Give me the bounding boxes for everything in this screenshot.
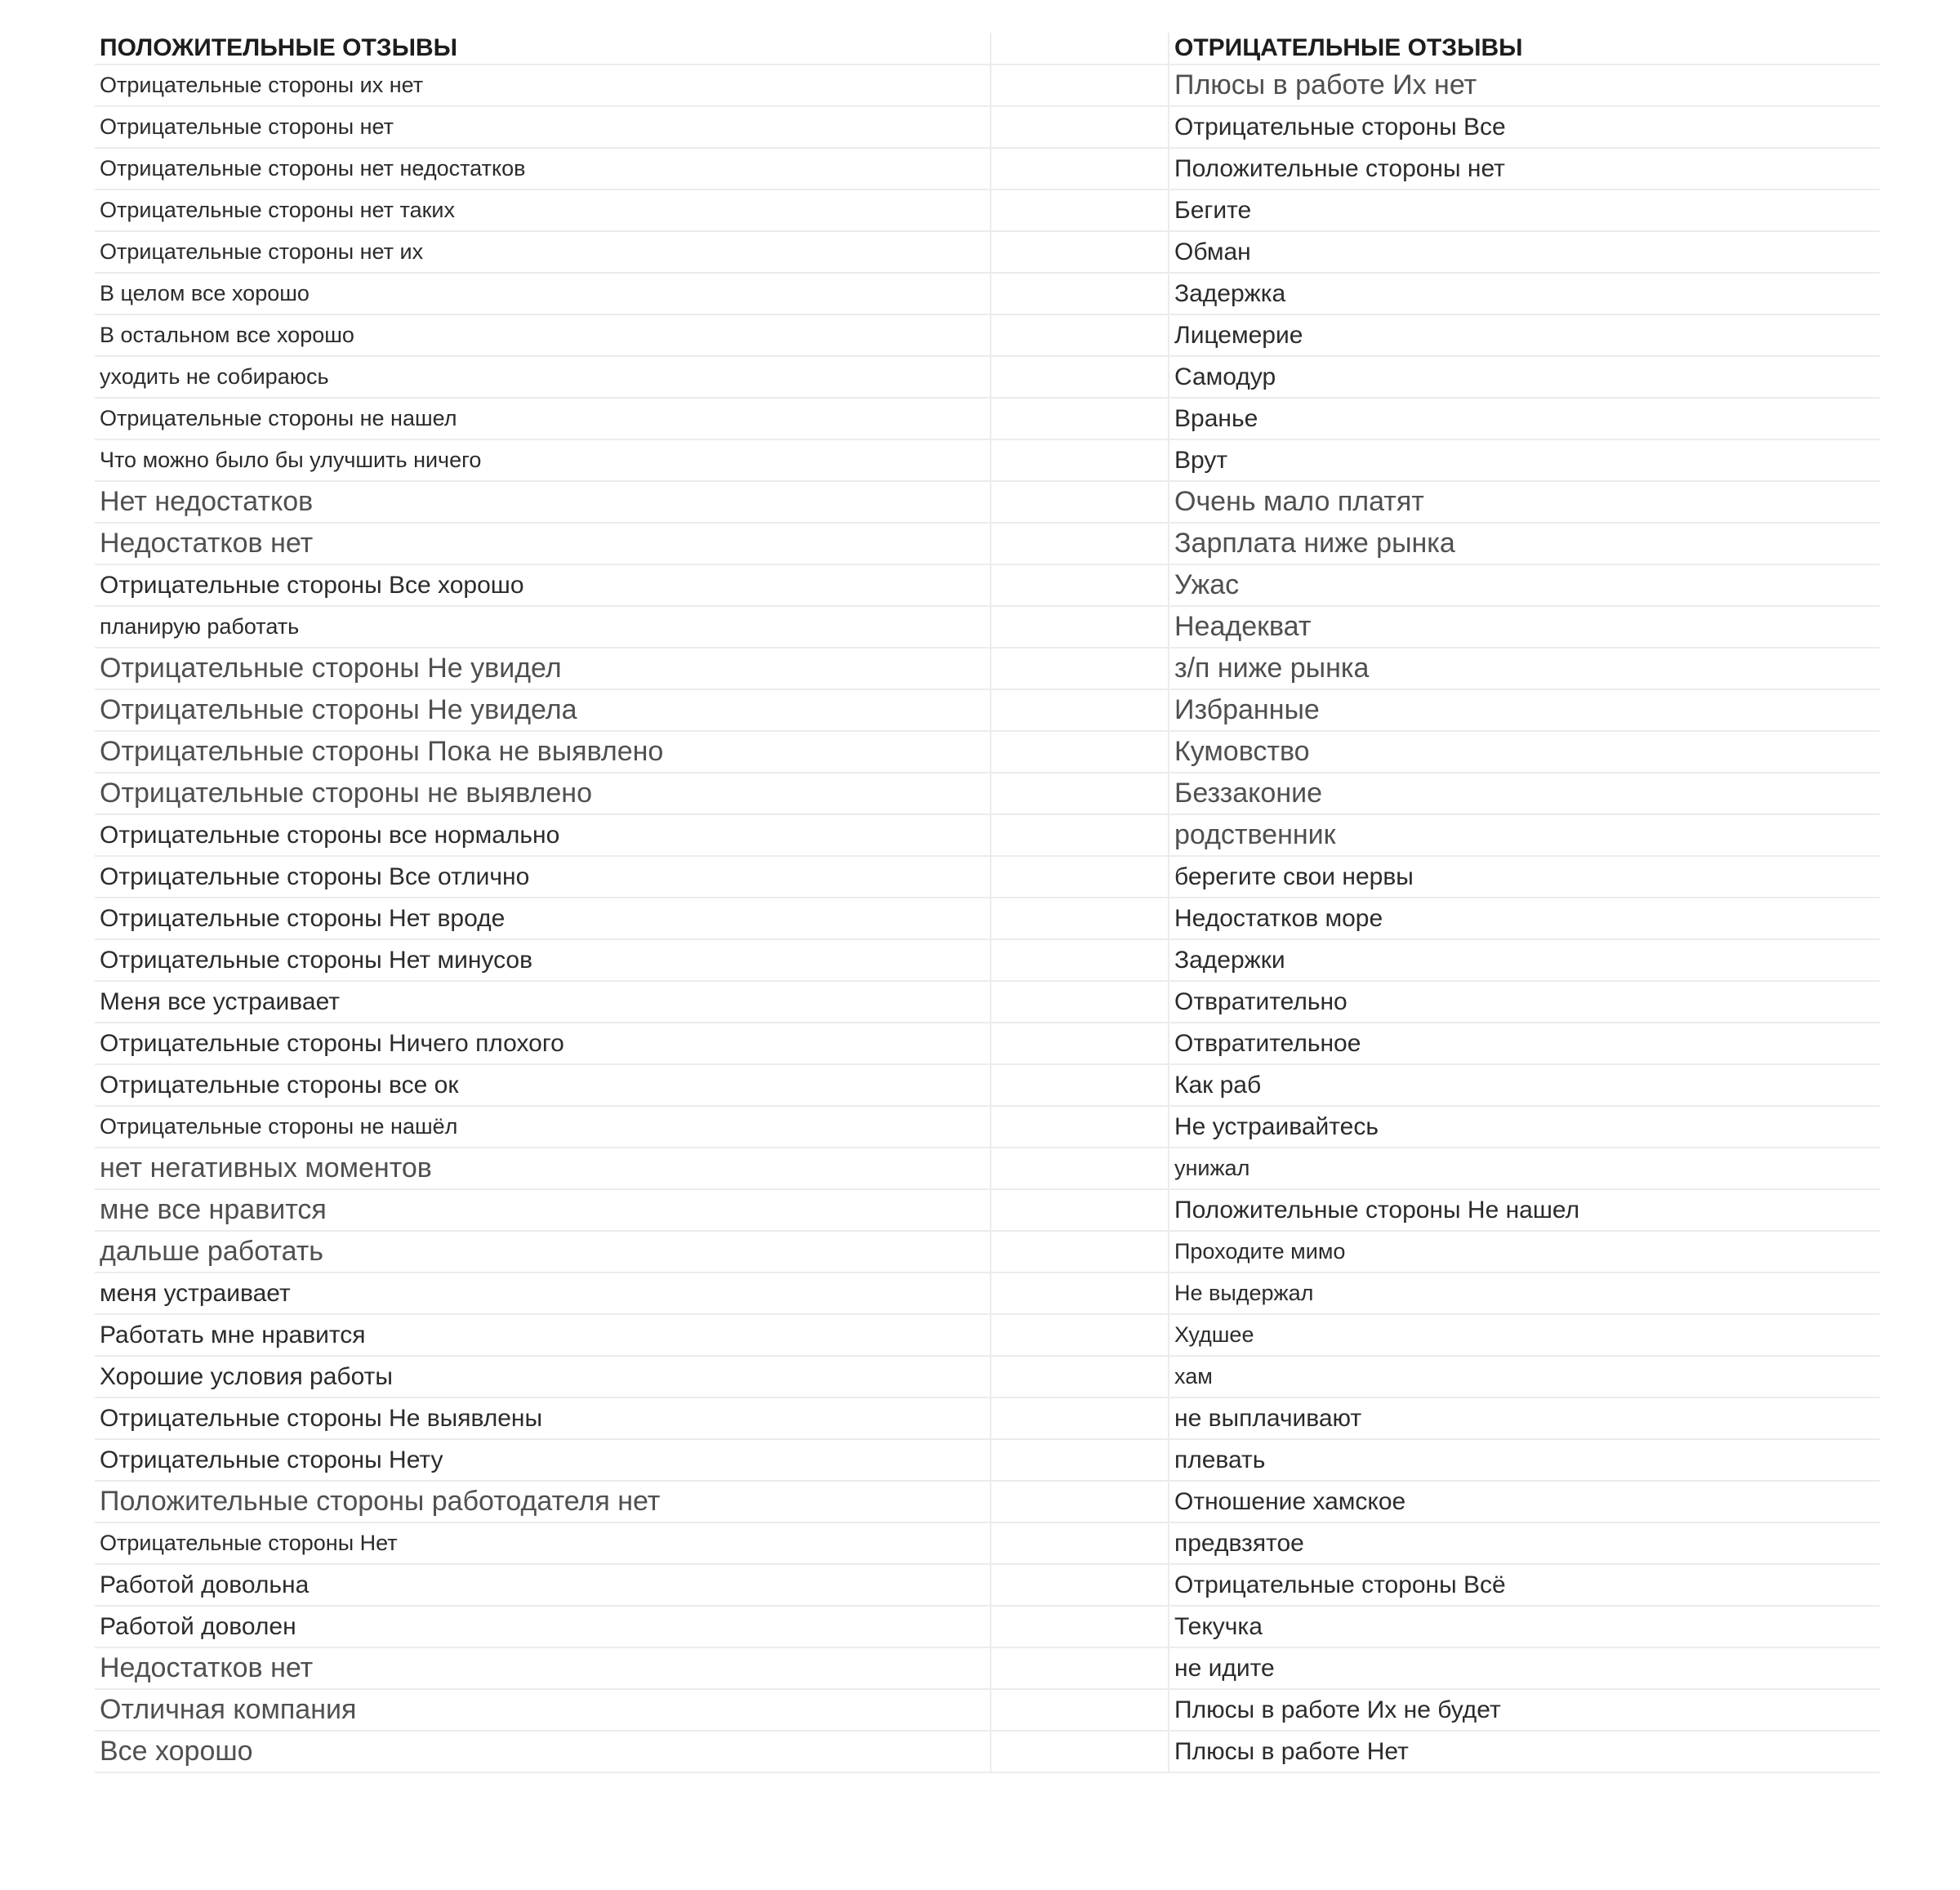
empty-cell[interactable] xyxy=(991,33,1169,65)
positive-review-cell[interactable]: Отрицательные стороны Не выявлены xyxy=(95,1397,991,1439)
empty-cell[interactable] xyxy=(991,981,1169,1023)
table-row xyxy=(95,1689,1880,1731)
positive-review-cell[interactable]: В целом все хорошо xyxy=(95,273,991,314)
table-row xyxy=(95,1106,1880,1148)
empty-cell[interactable] xyxy=(991,1439,1169,1481)
negative-review-cell[interactable]: Бегите xyxy=(1169,189,1880,231)
positive-review-cell[interactable]: Положительные стороны работодателя нет xyxy=(95,1481,991,1522)
empty-cell[interactable] xyxy=(991,1647,1169,1689)
empty-cell[interactable] xyxy=(991,439,1169,481)
negative-review-cell[interactable]: Плюсы в работе Их не будет xyxy=(1169,1689,1880,1731)
negative-review-cell[interactable]: Вранье xyxy=(1169,398,1880,439)
spreadsheet xyxy=(95,33,1867,1773)
positive-review-cell[interactable]: Отрицательные стороны Все отлично xyxy=(95,856,991,898)
table-row xyxy=(95,189,1880,231)
negative-review-cell[interactable]: Отвратительно xyxy=(1169,981,1880,1023)
table-row xyxy=(95,564,1880,606)
table-row xyxy=(95,65,1880,106)
table-row xyxy=(95,1148,1880,1189)
negative-review-cell[interactable]: не идите xyxy=(1169,1647,1880,1689)
table-row xyxy=(95,1397,1880,1439)
negative-review-cell[interactable]: Самодур xyxy=(1169,356,1880,398)
positive-review-cell[interactable]: Отрицательные стороны их нет xyxy=(95,65,991,106)
negative-review-cell[interactable]: Положительные стороны Не нашел xyxy=(1169,1189,1880,1231)
table-row xyxy=(95,939,1880,981)
empty-cell[interactable] xyxy=(991,856,1169,898)
positive-review-cell[interactable]: Нет недостатков xyxy=(95,481,991,523)
table-row xyxy=(95,1439,1880,1481)
positive-review-cell[interactable]: В остальном все хорошо xyxy=(95,314,991,356)
empty-cell[interactable] xyxy=(991,314,1169,356)
negative-review-cell[interactable]: не выплачивают xyxy=(1169,1397,1880,1439)
positive-review-cell[interactable]: уходить не собираюсь xyxy=(95,356,991,398)
negative-review-cell[interactable]: з/п ниже рынка xyxy=(1169,648,1880,689)
positive-review-cell[interactable]: Отрицательные стороны нет их xyxy=(95,231,991,273)
empty-cell[interactable] xyxy=(991,398,1169,439)
table-row xyxy=(95,1273,1880,1314)
negative-review-cell[interactable]: Кумовство xyxy=(1169,731,1880,773)
negative-review-cell[interactable]: Избранные xyxy=(1169,689,1880,731)
negative-review-cell[interactable]: предвзятое xyxy=(1169,1522,1880,1564)
table-row xyxy=(95,773,1880,814)
table-row xyxy=(95,1564,1880,1606)
positive-review-cell[interactable]: дальше работать xyxy=(95,1231,991,1273)
empty-cell[interactable] xyxy=(991,773,1169,814)
empty-cell[interactable] xyxy=(991,606,1169,648)
negative-review-cell[interactable]: Худшее xyxy=(1169,1314,1880,1356)
negative-review-cell[interactable]: Лицемерие xyxy=(1169,314,1880,356)
positive-review-cell[interactable]: Отрицательные стороны Пока не выявлено xyxy=(95,731,991,773)
positive-review-cell[interactable]: Что можно было бы улучшить ничего xyxy=(95,439,991,481)
positive-review-cell[interactable]: Отрицательные стороны Нету xyxy=(95,1439,991,1481)
table-row xyxy=(95,1731,1880,1772)
negative-review-cell[interactable]: Отрицательные стороны Все xyxy=(1169,106,1880,148)
empty-cell[interactable] xyxy=(991,1356,1169,1397)
empty-cell[interactable] xyxy=(991,148,1169,189)
negative-review-cell[interactable]: Задержка xyxy=(1169,273,1880,314)
positive-review-cell[interactable]: Отрицательные стороны Все хорошо xyxy=(95,564,991,606)
positive-review-cell[interactable]: Отличная компания xyxy=(95,1689,991,1731)
table-row xyxy=(95,1481,1880,1522)
empty-cell[interactable] xyxy=(991,1606,1169,1647)
negative-review-cell[interactable]: Неадекват xyxy=(1169,606,1880,648)
empty-cell[interactable] xyxy=(991,273,1169,314)
empty-cell[interactable] xyxy=(991,1397,1169,1439)
empty-cell[interactable] xyxy=(991,1106,1169,1148)
header-negative[interactable]: ОТРИЦАТЕЛЬНЫЕ ОТЗЫВЫ xyxy=(1169,33,1880,65)
positive-review-cell[interactable]: Хорошие условия работы xyxy=(95,1356,991,1397)
negative-review-cell[interactable]: унижал xyxy=(1169,1148,1880,1189)
table-row xyxy=(95,689,1880,731)
empty-cell[interactable] xyxy=(991,1231,1169,1273)
negative-review-cell[interactable]: Отношение хамское xyxy=(1169,1481,1880,1522)
negative-review-cell[interactable]: Не выдержал xyxy=(1169,1273,1880,1314)
empty-cell[interactable] xyxy=(991,231,1169,273)
table-row xyxy=(95,231,1880,273)
positive-review-cell[interactable]: Работой доволен xyxy=(95,1606,991,1647)
table-row xyxy=(95,1356,1880,1397)
negative-review-cell[interactable]: Не устраивайтесь xyxy=(1169,1106,1880,1148)
negative-review-cell[interactable]: плевать xyxy=(1169,1439,1880,1481)
empty-cell[interactable] xyxy=(991,106,1169,148)
table-row xyxy=(95,981,1880,1023)
table-row xyxy=(95,606,1880,648)
table-row xyxy=(95,648,1880,689)
negative-review-cell[interactable]: Плюсы в работе Их нет xyxy=(1169,65,1880,106)
empty-cell[interactable] xyxy=(991,1564,1169,1606)
table-row xyxy=(95,1522,1880,1564)
negative-review-cell[interactable]: Недостатков море xyxy=(1169,898,1880,939)
empty-cell[interactable] xyxy=(991,648,1169,689)
positive-review-cell[interactable]: Отрицательные стороны Не увидел xyxy=(95,648,991,689)
negative-review-cell[interactable]: Обман xyxy=(1169,231,1880,273)
table-row xyxy=(95,398,1880,439)
table-row xyxy=(95,731,1880,773)
table-row xyxy=(95,1189,1880,1231)
positive-review-cell[interactable]: Работать мне нравится xyxy=(95,1314,991,1356)
table-row xyxy=(95,856,1880,898)
empty-cell[interactable] xyxy=(991,1189,1169,1231)
negative-review-cell[interactable]: родственник xyxy=(1169,814,1880,856)
positive-review-cell[interactable]: Недостатков нет xyxy=(95,523,991,564)
empty-cell[interactable] xyxy=(991,939,1169,981)
table-row xyxy=(95,523,1880,564)
empty-cell[interactable] xyxy=(991,564,1169,606)
negative-review-cell[interactable]: Плюсы в работе Нет xyxy=(1169,1731,1880,1772)
empty-cell[interactable] xyxy=(991,814,1169,856)
positive-review-cell[interactable]: Отрицательные стороны Не увидела xyxy=(95,689,991,731)
empty-cell[interactable] xyxy=(991,481,1169,523)
table-row xyxy=(95,1064,1880,1106)
negative-review-cell[interactable]: Отвратительное xyxy=(1169,1023,1880,1064)
positive-review-cell[interactable]: Все хорошо xyxy=(95,1731,991,1772)
empty-cell[interactable] xyxy=(991,1689,1169,1731)
positive-review-cell[interactable]: Отрицательные стороны не выявлено xyxy=(95,773,991,814)
empty-cell[interactable] xyxy=(991,1481,1169,1522)
positive-review-cell[interactable]: меня устраивает xyxy=(95,1273,991,1314)
positive-review-cell[interactable]: нет негативных моментов xyxy=(95,1148,991,1189)
table-row xyxy=(95,356,1880,398)
positive-review-cell[interactable]: Отрицательные стороны Нет минусов xyxy=(95,939,991,981)
negative-review-cell[interactable]: Беззаконие xyxy=(1169,773,1880,814)
negative-review-cell[interactable]: Зарплата ниже рынка xyxy=(1169,523,1880,564)
empty-cell[interactable] xyxy=(991,1148,1169,1189)
negative-review-cell[interactable]: Очень мало платят xyxy=(1169,481,1880,523)
negative-review-cell[interactable]: Задержки xyxy=(1169,939,1880,981)
positive-review-cell[interactable]: Отрицательные стороны не нашел xyxy=(95,398,991,439)
header-positive[interactable]: ПОЛОЖИТЕЛЬНЫЕ ОТЗЫВЫ xyxy=(95,33,991,65)
header-row xyxy=(95,33,1880,65)
table-row xyxy=(95,106,1880,148)
negative-review-cell[interactable]: Текучка xyxy=(1169,1606,1880,1647)
table-row xyxy=(95,314,1880,356)
positive-review-cell[interactable]: планирую работать xyxy=(95,606,991,648)
empty-cell[interactable] xyxy=(991,356,1169,398)
empty-cell[interactable] xyxy=(991,1522,1169,1564)
positive-review-cell[interactable]: Отрицательные стороны не нашёл xyxy=(95,1106,991,1148)
table-row xyxy=(95,1023,1880,1064)
negative-review-cell[interactable]: Положительные стороны нет xyxy=(1169,148,1880,189)
negative-review-cell[interactable]: берегите свои нервы xyxy=(1169,856,1880,898)
positive-review-cell[interactable]: Отрицательные стороны Нет вроде xyxy=(95,898,991,939)
reviews-table xyxy=(95,33,1880,1773)
empty-cell[interactable] xyxy=(991,65,1169,106)
positive-review-cell[interactable]: Отрицательные стороны нет xyxy=(95,106,991,148)
positive-review-cell[interactable]: Отрицательные стороны Нет xyxy=(95,1522,991,1564)
positive-review-cell[interactable]: Отрицательные стороны нет таких xyxy=(95,189,991,231)
negative-review-cell[interactable]: Как раб xyxy=(1169,1064,1880,1106)
positive-review-cell[interactable]: Меня все устраивает xyxy=(95,981,991,1023)
empty-cell[interactable] xyxy=(991,898,1169,939)
empty-cell[interactable] xyxy=(991,523,1169,564)
negative-review-cell[interactable]: Отрицательные стороны Всё xyxy=(1169,1564,1880,1606)
empty-cell[interactable] xyxy=(991,1064,1169,1106)
negative-review-cell[interactable]: хам xyxy=(1169,1356,1880,1397)
table-row xyxy=(95,1314,1880,1356)
table-row xyxy=(95,148,1880,189)
table-row xyxy=(95,1606,1880,1647)
table-row xyxy=(95,814,1880,856)
empty-cell[interactable] xyxy=(991,1023,1169,1064)
positive-review-cell[interactable]: Недостатков нет xyxy=(95,1647,991,1689)
empty-cell[interactable] xyxy=(991,1731,1169,1772)
positive-review-cell[interactable]: мне все нравится xyxy=(95,1189,991,1231)
empty-cell[interactable] xyxy=(991,1273,1169,1314)
positive-review-cell[interactable]: Отрицательные стороны все нормально xyxy=(95,814,991,856)
positive-review-cell[interactable]: Работой довольна xyxy=(95,1564,991,1606)
table-row xyxy=(95,1647,1880,1689)
positive-review-cell[interactable]: Отрицательные стороны все ок xyxy=(95,1064,991,1106)
table-row xyxy=(95,481,1880,523)
negative-review-cell[interactable]: Врут xyxy=(1169,439,1880,481)
empty-cell[interactable] xyxy=(991,731,1169,773)
empty-cell[interactable] xyxy=(991,189,1169,231)
table-row xyxy=(95,273,1880,314)
empty-cell[interactable] xyxy=(991,1314,1169,1356)
positive-review-cell[interactable]: Отрицательные стороны Ничего плохого xyxy=(95,1023,991,1064)
negative-review-cell[interactable]: Ужас xyxy=(1169,564,1880,606)
negative-review-cell[interactable]: Проходите мимо xyxy=(1169,1231,1880,1273)
table-row xyxy=(95,898,1880,939)
table-row xyxy=(95,439,1880,481)
table-row xyxy=(95,1231,1880,1273)
positive-review-cell[interactable]: Отрицательные стороны нет недостатков xyxy=(95,148,991,189)
empty-cell[interactable] xyxy=(991,689,1169,731)
